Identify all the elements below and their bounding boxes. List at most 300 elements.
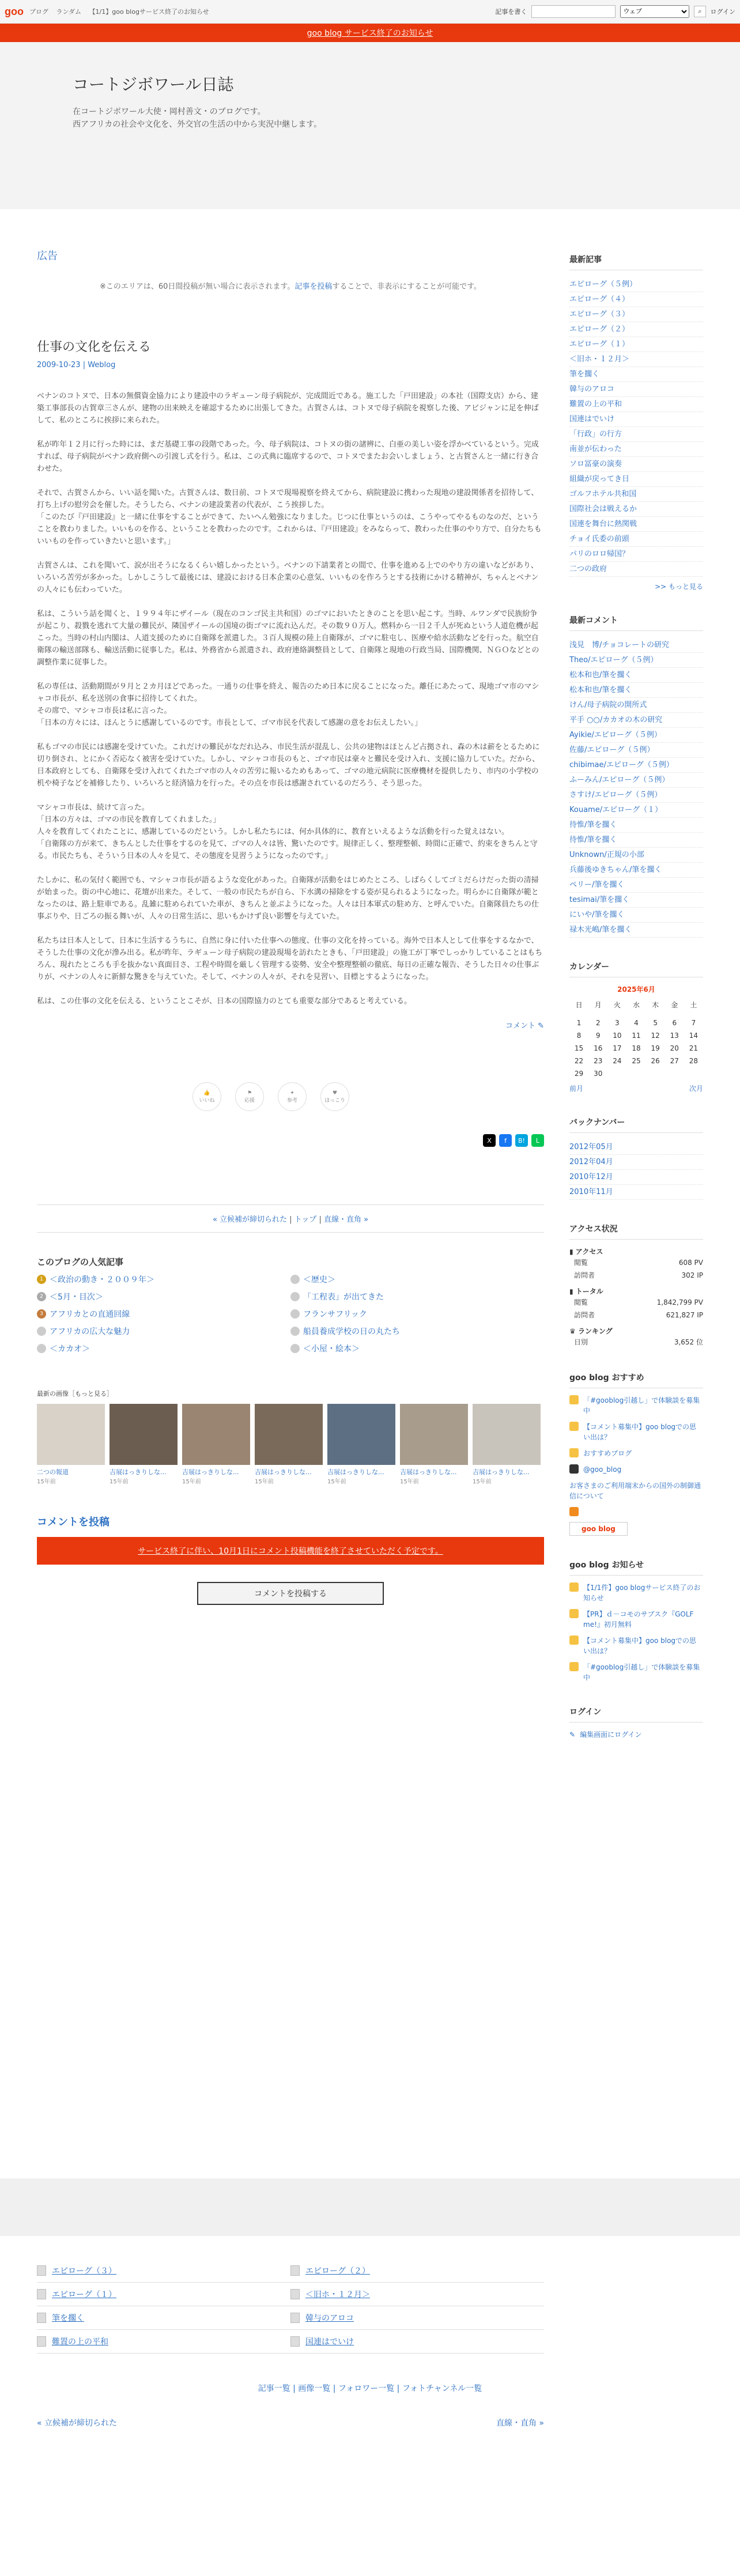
x-share-icon[interactable]: X bbox=[483, 1134, 496, 1147]
sidebar-comment-link[interactable]: Kouame/エピローグ（１） bbox=[569, 803, 703, 818]
search-input[interactable] bbox=[531, 5, 616, 18]
footer-next-link[interactable]: 直線・直角 » bbox=[496, 2419, 544, 2428]
reaction-buttons bbox=[192, 1082, 544, 1111]
calendar-day[interactable]: 25 bbox=[632, 1057, 641, 1065]
image-row bbox=[37, 1404, 544, 1485]
news-icon bbox=[569, 1636, 579, 1645]
thumbnail-image[interactable] bbox=[473, 1404, 541, 1465]
ad-label: 広告 bbox=[37, 250, 58, 262]
list-item[interactable] bbox=[290, 1274, 544, 1285]
footer-prev-link[interactable]: « 立候補が締切られた bbox=[37, 2419, 118, 2428]
sidebar-comment-link[interactable]: けん/母子病院の開所式 bbox=[569, 698, 703, 713]
calendar-day bbox=[569, 1012, 588, 1017]
popular-item-label[interactable]: ＜5月・目次＞ bbox=[50, 1293, 103, 1302]
popular-item-label[interactable]: ＜小屋・絵本＞ bbox=[303, 1344, 360, 1354]
sidebar-comment-link[interactable]: Unknown/正規の小部 bbox=[569, 848, 703, 863]
footer-post-label[interactable]: エピローグ（２） bbox=[305, 2267, 370, 2276]
image-thumb[interactable] bbox=[182, 1404, 250, 1485]
access-row bbox=[569, 1296, 703, 1309]
calendar-day bbox=[665, 1012, 684, 1017]
nav-blog[interactable]: ブログ bbox=[29, 8, 48, 16]
calendar-day[interactable]: 9 bbox=[595, 1032, 601, 1040]
footer-post-link[interactable] bbox=[290, 2306, 544, 2330]
calendar-weekday: 水 bbox=[632, 1001, 640, 1009]
calendar-day[interactable]: 23 bbox=[594, 1057, 603, 1065]
access-section-heading bbox=[569, 1286, 703, 1296]
popular-item-label[interactable]: アフリカの広大な魅力 bbox=[50, 1327, 130, 1336]
calendar-week bbox=[569, 1012, 703, 1017]
pencil-icon: ✎ bbox=[538, 1022, 544, 1030]
document-icon bbox=[37, 2265, 46, 2276]
thumbnail-image[interactable] bbox=[182, 1404, 250, 1465]
footer-post-link[interactable] bbox=[37, 2283, 290, 2306]
calendar-day[interactable]: 11 bbox=[632, 1032, 641, 1040]
sidebar-comment-link[interactable]: 浅見 博/チョコレートの研究 bbox=[569, 638, 703, 653]
sidebar-post-link[interactable]: エピローグ（３） bbox=[569, 307, 703, 322]
calendar-day[interactable]: 14 bbox=[689, 1032, 699, 1040]
calendar-day[interactable]: 30 bbox=[594, 1070, 603, 1078]
sidebar-post-link[interactable]: ＜旧ホ・１２月＞ bbox=[569, 352, 703, 367]
thumbs-up-icon: 👍 bbox=[203, 1090, 210, 1096]
ad-note bbox=[37, 280, 544, 291]
news-icon bbox=[569, 1582, 579, 1592]
ad-note-suffix: することで、非表示にすることが可能です。 bbox=[332, 282, 482, 291]
thumb-age: 15年前 bbox=[473, 1479, 492, 1485]
next-post-link[interactable]: 直線・直角 » bbox=[323, 1215, 369, 1224]
access-label: 閲覧 bbox=[574, 1298, 588, 1306]
recommend-label[interactable]: おすすめブログ bbox=[583, 1449, 632, 1457]
sidebar-comment-link[interactable]: ペリー/筆を擱く bbox=[569, 878, 703, 893]
list-item[interactable] bbox=[290, 1343, 544, 1354]
calendar-day bbox=[626, 1012, 645, 1017]
image-thumb[interactable] bbox=[400, 1404, 468, 1485]
news-label[interactable]: 「#gooblog引越し」で体験談を募集中 bbox=[583, 1663, 700, 1682]
access-title: アクセス状況 bbox=[569, 1223, 703, 1240]
popular-item-label[interactable]: 「工程表」が出てきた bbox=[303, 1293, 384, 1302]
sidebar-post-link[interactable]: エピローグ（２） bbox=[569, 322, 703, 337]
calendar-day[interactable]: 24 bbox=[613, 1057, 622, 1065]
reaction-label: 応援 bbox=[244, 1097, 255, 1104]
recent-posts-box bbox=[569, 254, 703, 591]
list-item[interactable] bbox=[569, 1636, 703, 1656]
access-value: 621,827 IP bbox=[666, 1311, 703, 1319]
document-icon bbox=[37, 2313, 46, 2323]
recent-images bbox=[37, 1389, 544, 1485]
sidebar-comment-link[interactable]: 平手 ○○/カカオの木の研究 bbox=[569, 713, 703, 728]
calendar-week bbox=[569, 1042, 703, 1055]
calendar-table bbox=[569, 998, 703, 1080]
calendar-day[interactable]: 29 bbox=[574, 1070, 584, 1078]
document-icon bbox=[290, 2336, 300, 2347]
list-item[interactable] bbox=[37, 1274, 290, 1285]
post-paragraph: たしかに、私の気付く範囲でも、マシャコ市長が語るような変化があった。自衛隊が活動をはじめたところ、しばらくしてゴミだらけだった街の清掃が始まった。街の中心地に、花壇が出来た。そして、一般の市民たちが自ら、下水溝の掃除をする姿が見られるようになった。明らかに自衛隊が範となったのは、路上駐車である。乱雑に駐められていた車が、きちんと並ぶようになった。人々は日本軍式の駐め方、と呼んでいた。自衛隊員たちの仕事ぶりや、日ごろの振る舞いが、人々の日常生活に、思いもかけず良い影響を与えていた。 bbox=[37, 876, 539, 921]
sidebar-post-link[interactable]: 国際社会は戦えるか bbox=[569, 502, 703, 517]
sidebar-post-link[interactable]: エピローグ（１） bbox=[569, 337, 703, 352]
calendar-day[interactable]: 18 bbox=[632, 1044, 641, 1052]
document-icon bbox=[290, 2313, 300, 2323]
ad-note-text: ※このエリアは、60日間投稿が無い場合に表示されます。 bbox=[99, 282, 295, 291]
recommend-label[interactable]: 【コメント募集中】goo blogでの思い出は？ bbox=[583, 1423, 697, 1441]
footer-post-label[interactable]: 国連はでいけ bbox=[305, 2337, 354, 2347]
header-tools bbox=[495, 5, 735, 18]
global-header bbox=[0, 0, 740, 24]
calendar-next-link[interactable]: 次月 bbox=[689, 1085, 703, 1093]
footer-band bbox=[0, 2178, 740, 2236]
backnumber-link[interactable]: 2012年05月 bbox=[569, 1140, 703, 1155]
login-link[interactable]: ログイン bbox=[710, 8, 735, 16]
popular-item-label[interactable]: ＜政治の動き・２００９年＞ bbox=[50, 1275, 154, 1285]
thumb-caption[interactable]: 吉展はっきりしな... bbox=[400, 1468, 457, 1476]
thumbnail-image[interactable] bbox=[110, 1404, 178, 1465]
sidebar-post-link[interactable]: 南並が伝わった bbox=[569, 442, 703, 457]
calendar-day[interactable]: 4 bbox=[634, 1019, 639, 1027]
rank-3-icon: 3 bbox=[37, 1309, 46, 1319]
sidebar-post-link[interactable]: 筆を擱く bbox=[569, 367, 703, 382]
footer-post-link[interactable] bbox=[290, 2259, 544, 2283]
sidebar-comment-link[interactable]: Ayikie/エピローグ（５例） bbox=[569, 728, 703, 743]
access-value: 302 IP bbox=[681, 1271, 703, 1279]
calendar-day[interactable]: 15 bbox=[574, 1044, 584, 1052]
popular-item-label[interactable]: ＜カカオ＞ bbox=[50, 1344, 90, 1354]
list-item[interactable] bbox=[290, 1291, 544, 1302]
sidebar-comment-link[interactable]: chibimae/エピローグ（５例） bbox=[569, 758, 703, 773]
prev-post-link[interactable]: « 立候補が締切られた bbox=[212, 1215, 288, 1224]
nav-random[interactable]: ランダム bbox=[56, 8, 82, 16]
footer-post-label[interactable]: ＜旧ホ・１２月＞ bbox=[305, 2290, 370, 2299]
post-paragraph: それで、古賀さんから、いい話を聞いた。古賀さんは、数日前、コトヌで現場視察を終えてから、病院建設に携わった現地の建設関係者を招待して、打ち上げの慰労会を催した。そうしたら、ベナンの建設業者の代表が、こう挨拶した。 「このたび『戸田建設』と一緒に仕事をすることができて、たいへん勉強になりました。じつに仕事というのは、こうやってやるものなのだ、ということを教わりました。いいものを作る、ということを教わったのです。これからは、『戸田建設』をみならって、教わった仕事のやり方で、自分たちもいいものを作っていきたいと思います。」 bbox=[37, 489, 542, 546]
footer-links[interactable]: 記事一覧 | 画像一覧 | フォロワー一覧 | フォトチャンネル一覧 bbox=[258, 2384, 482, 2393]
reaction-cheer[interactable] bbox=[235, 1082, 264, 1111]
post-paragraph: 古賀さんは、これを聞いて、涙が出そうになるくらい嬉しかったという。ベナンの下請業者との間で、仕事を進める上でのやり方の違いなどがあり、いろいろ苦労が多かった。しかしこうして最後には、建設における日本企業の心意気、いいものを作ろうとする技術にかける精神が、ちゃんとベナンの人々にも伝わっていた。 bbox=[37, 561, 539, 594]
backnumber-link[interactable]: 2012年04月 bbox=[569, 1155, 703, 1170]
list-item[interactable] bbox=[569, 1448, 703, 1459]
post-date[interactable]: 2009-10-23 bbox=[37, 361, 81, 369]
backnumber-box bbox=[569, 1116, 703, 1200]
calendar-weekday: 火 bbox=[613, 1001, 621, 1009]
post-paragraph: 私の専任は、活動期間が９月と２カ月ほどであった。一通りの仕事を終え、報告のため日本に戻ることになった。離任にあたって、現地ゴマ市のマシャコ市長が、私を送別の食事に招待してくれた。 その席で、マシャコ市長は私に言った。 「日本の方々には、ほんとうに感謝しているのです。市長として、ゴマ市民を代表して感謝の意をお伝えしたい。」 bbox=[37, 682, 539, 727]
goo-blog-banner[interactable] bbox=[569, 1522, 703, 1536]
calendar-day bbox=[646, 1067, 665, 1080]
calendar-day[interactable]: 21 bbox=[689, 1044, 699, 1052]
comment-section bbox=[37, 1514, 544, 1605]
post-body bbox=[37, 390, 544, 1007]
popular-title: このブログの人気記事 bbox=[37, 1257, 124, 1267]
rss-banner[interactable] bbox=[569, 1507, 703, 1516]
access-row bbox=[569, 1309, 703, 1321]
access-label: 閲覧 bbox=[574, 1259, 588, 1267]
list-item[interactable] bbox=[569, 1662, 703, 1683]
login-link-row[interactable] bbox=[569, 1729, 703, 1740]
sidebar-comment-link[interactable]: 佐藤/エピローグ（５例） bbox=[569, 743, 703, 758]
goo-logo[interactable]: goo bbox=[5, 5, 24, 17]
list-item[interactable] bbox=[290, 1325, 544, 1337]
hatena-share-icon[interactable]: B! bbox=[515, 1134, 528, 1147]
calendar-day[interactable]: 27 bbox=[670, 1057, 679, 1065]
sidebar-comment-link[interactable]: tesimai/筆を擱く bbox=[569, 893, 703, 908]
access-label: 訪問者 bbox=[574, 1271, 595, 1279]
backnumber-link[interactable]: 2010年12月 bbox=[569, 1170, 703, 1185]
thumbnail-image[interactable] bbox=[255, 1404, 323, 1465]
sidebar-post-link[interactable]: 国連を舞台に熱関戦 bbox=[569, 517, 703, 532]
post-title[interactable]: 仕事の文化を伝える bbox=[37, 340, 152, 354]
calendar-weekday: 金 bbox=[671, 1001, 678, 1009]
news-label[interactable]: 【PR】ｄ－コモのサブスク『GOLF me!』初月無料 bbox=[583, 1610, 694, 1629]
access-row bbox=[569, 1269, 703, 1282]
calendar-day[interactable]: 3 bbox=[615, 1019, 620, 1027]
backnumber-list bbox=[569, 1140, 703, 1200]
list-item[interactable] bbox=[290, 1308, 544, 1320]
login-title: ログイン bbox=[569, 1706, 703, 1723]
heart-icon: ♥ bbox=[332, 1090, 338, 1096]
calendar-day bbox=[626, 1067, 645, 1080]
calendar-weekday: 土 bbox=[690, 1001, 697, 1009]
top-link[interactable]: トップ bbox=[294, 1215, 317, 1224]
popular-item-label[interactable]: 船員養成学校の日の丸たち bbox=[303, 1327, 400, 1336]
sidebar-post-link[interactable]: 二つの政府 bbox=[569, 562, 703, 577]
popular-item-label[interactable]: フランサフリック bbox=[303, 1310, 367, 1319]
calendar-day[interactable]: 7 bbox=[691, 1019, 696, 1027]
recommend-box bbox=[569, 1372, 703, 1536]
calendar-weekday: 月 bbox=[594, 1001, 602, 1009]
news-label[interactable]: 【コメント募集中】goo blogでの思い出は？ bbox=[583, 1637, 697, 1655]
footer-post-link[interactable] bbox=[290, 2283, 544, 2306]
list-item[interactable] bbox=[37, 1325, 290, 1337]
calendar-day[interactable]: 6 bbox=[672, 1019, 677, 1027]
document-icon bbox=[37, 2336, 46, 2347]
sidebar-post-link[interactable]: ソロ冨豪の演奏 bbox=[569, 457, 703, 472]
rank-icon bbox=[290, 1292, 300, 1301]
news-icon bbox=[569, 1662, 579, 1671]
recent-comments-title: 最新コメント bbox=[569, 614, 703, 631]
access-value: 1,842,799 PV bbox=[656, 1298, 703, 1306]
footer-post-link[interactable] bbox=[37, 2306, 290, 2330]
thumb-caption[interactable]: 吉展はっきりしな... bbox=[182, 1468, 239, 1476]
calendar-day[interactable]: 26 bbox=[651, 1057, 660, 1065]
calendar-day[interactable]: 10 bbox=[613, 1032, 622, 1040]
list-item[interactable] bbox=[569, 1422, 703, 1442]
reaction-useful[interactable] bbox=[278, 1082, 307, 1111]
list-item[interactable] bbox=[569, 1582, 703, 1603]
rank-icon bbox=[290, 1327, 300, 1336]
calendar-week bbox=[569, 1029, 703, 1042]
recommend-label[interactable]: 「#gooblog引越し」で体験談を募集中 bbox=[583, 1396, 700, 1415]
calendar-day[interactable]: 8 bbox=[576, 1032, 582, 1040]
sidebar-post-link[interactable]: 韓与のアロコ bbox=[569, 382, 703, 397]
access-section-heading bbox=[569, 1247, 703, 1256]
recommend-title: goo blog おすすめ bbox=[569, 1372, 703, 1388]
list-item[interactable] bbox=[37, 1308, 290, 1320]
rank-icon bbox=[37, 1344, 46, 1353]
image-thumb[interactable] bbox=[473, 1404, 541, 1485]
blog-description: 在コートジボワール大使・岡村善文・のブログです。 西アフリカの社会や文化を、外交官の生活の中から実況中継します。 bbox=[73, 107, 322, 129]
footer-post-link[interactable] bbox=[290, 2330, 544, 2354]
recent-posts-list bbox=[569, 277, 703, 577]
document-icon bbox=[290, 2265, 300, 2276]
calendar-day[interactable]: 1 bbox=[576, 1019, 582, 1027]
sidebar-post-link[interactable]: チョイ氏委の前頭 bbox=[569, 532, 703, 547]
sidebar-post-link[interactable]: 難置の上の平和 bbox=[569, 397, 703, 412]
more-link[interactable]: >> もっと見る bbox=[655, 583, 703, 591]
calendar-day[interactable]: 22 bbox=[574, 1057, 584, 1065]
list-item[interactable] bbox=[569, 1480, 703, 1501]
access-heading-label: トータル bbox=[575, 1287, 603, 1295]
popular-item-label[interactable]: ＜歴史＞ bbox=[303, 1275, 335, 1285]
comment-section-title: コメントを投稿 bbox=[37, 1516, 110, 1528]
calendar-day[interactable]: 16 bbox=[594, 1044, 603, 1052]
news-box bbox=[569, 1559, 703, 1683]
access-heading-label: アクセス bbox=[575, 1248, 603, 1256]
post-category[interactable]: Weblog bbox=[88, 361, 116, 369]
reaction-like[interactable] bbox=[192, 1082, 221, 1111]
list-item[interactable] bbox=[569, 1395, 703, 1416]
sidebar-comment-link[interactable]: 待惟/筆を擱く bbox=[569, 833, 703, 848]
news-label[interactable]: 【1/1件】goo blogサービス終了のお知らせ bbox=[583, 1584, 701, 1602]
footer-post-list bbox=[37, 2259, 544, 2354]
recommend-icon bbox=[569, 1422, 579, 1431]
line-share-icon[interactable]: L bbox=[531, 1134, 544, 1147]
calendar-week bbox=[569, 1017, 703, 1029]
post-meta: 2009-10-23 | Weblog bbox=[37, 361, 116, 369]
sidebar-post-link[interactable]: エピローグ（５例） bbox=[569, 277, 703, 292]
recommend-label[interactable]: お客さまのご利用端末からの国外の制御通信について bbox=[569, 1482, 701, 1500]
sidebar-post-link[interactable]: ゴルフホテル共和国 bbox=[569, 487, 703, 502]
calendar-day bbox=[646, 1012, 665, 1017]
image-thumb[interactable] bbox=[110, 1404, 178, 1485]
sidebar-comment-link[interactable]: 松本和也/筆を擱く bbox=[569, 668, 703, 683]
thumb-caption[interactable]: 吉展はっきりしな... bbox=[110, 1468, 167, 1476]
thumb-caption[interactable]: 吉展はっきりしな... bbox=[327, 1468, 384, 1476]
recommend-label[interactable]: @goo_blog bbox=[583, 1465, 622, 1474]
list-item[interactable] bbox=[37, 1291, 290, 1302]
banner-label[interactable]: goo blog bbox=[569, 1522, 628, 1536]
sidebar-post-link[interactable]: エピローグ（４） bbox=[569, 292, 703, 307]
list-item[interactable] bbox=[569, 1609, 703, 1630]
recent-posts-title: 最新記事 bbox=[569, 254, 703, 270]
document-icon bbox=[37, 2289, 46, 2299]
access-row bbox=[569, 1336, 703, 1349]
calendar-day[interactable]: 19 bbox=[651, 1044, 660, 1052]
blog-header bbox=[0, 42, 740, 209]
recent-images-title[interactable]: 最新の画像［もっと見る］ bbox=[37, 1390, 113, 1397]
calendar-day[interactable]: 20 bbox=[670, 1044, 679, 1052]
image-thumb[interactable] bbox=[327, 1404, 395, 1485]
post-paragraph: 私は、こういう話を聞くと、１９９４年にザイール（現在のコンゴ民主共和国）のゴマにおいたときのことを思い起こす。当時、ルワンダで民族紛争が起こり、殺戮を逃れて大量の難民が、隣国ザイールの国境の街ゴマに流れ込んだ。その数９０万人。燃料から一日２千人が死ぬという人道危機が起こった。当時の村山内閣は、人道支援のために自衛隊を派遣した。３百人規模の陸上自衛隊が、ゴマに駐屯し、医療や給水活動などを行った。航空自衛隊の輸送部隊も、輸送活動に従事した。私は、外務省から派遣され、政府連絡調整員として、自衛隊と現地の行政当局、国際機関、ＮＧＯなどとの調整作業に従事した。 bbox=[37, 610, 539, 667]
popular-list bbox=[37, 1274, 544, 1354]
calendar-week bbox=[569, 1055, 703, 1067]
thumb-caption[interactable]: 吉展はっきりしな... bbox=[473, 1468, 530, 1476]
blog-title[interactable]: コートジボワール日誌 bbox=[73, 75, 234, 94]
recent-comments-box bbox=[569, 614, 703, 938]
calendar-title: カレンダー bbox=[569, 961, 703, 977]
footer-post-label[interactable]: エピローグ（３） bbox=[52, 2267, 116, 2276]
footer-post-label[interactable]: 筆を擱く bbox=[52, 2314, 84, 2323]
nav-notice[interactable]: 【1/1】goo blogサービス終了のお知らせ bbox=[89, 8, 209, 16]
post-paragraph: マシャコ市長は、続けて言った。 「日本の方々は、ゴマの市民を教育してくれました。」 人々を教育してくれたことに、感謝しているのだという。しかし私たちには、何か具体的に、教育といえるような活動を行った覚えはない。 「自衛隊の方が来て、きちんとした仕事をするのを見て、ゴマの人々は皆、驚いたのです。規律正しく、整理整頓、時間に正確で、約束をきちんと守る。市民たちも、そういう日本の人々を見て、その態度を見習うようになったのです。」 bbox=[37, 803, 538, 860]
reaction-label: ほっこり bbox=[324, 1097, 345, 1104]
list-item[interactable] bbox=[37, 1343, 290, 1354]
footer-post-label[interactable]: エピローグ（１） bbox=[52, 2290, 116, 2299]
sidebar-comment-link[interactable]: にいや/筆を擱く bbox=[569, 908, 703, 923]
rank-1-icon: 1 bbox=[37, 1275, 46, 1284]
thumb-caption[interactable]: 吉展はっきりしな... bbox=[255, 1468, 312, 1476]
sidebar-comment-link[interactable]: 待惟/筆を擱く bbox=[569, 818, 703, 833]
footer-post-link[interactable] bbox=[37, 2330, 290, 2354]
sidebar-comment-link[interactable]: さすけ/エピローグ（５例） bbox=[569, 788, 703, 803]
calendar-day[interactable]: 2 bbox=[595, 1019, 601, 1027]
search-scope-select[interactable] bbox=[620, 5, 689, 18]
popular-item-label[interactable]: アフリカとの直通回線 bbox=[50, 1310, 130, 1319]
calendar-day[interactable]: 17 bbox=[613, 1044, 622, 1052]
x-icon bbox=[569, 1464, 579, 1474]
post-article-link[interactable]: 記事を投稿 bbox=[295, 282, 333, 291]
sidebar-comment-link[interactable]: ふーみん/エピローグ（５例） bbox=[569, 773, 703, 788]
reaction-heartwarming[interactable] bbox=[320, 1082, 349, 1111]
service-end-notice[interactable]: goo blog サービス終了のお知らせ bbox=[0, 24, 740, 42]
rank-icon bbox=[37, 1327, 46, 1336]
thumbnail-image[interactable] bbox=[400, 1404, 468, 1465]
thumbnail-image[interactable] bbox=[37, 1404, 105, 1465]
thumb-caption[interactable]: 二つの報道 bbox=[37, 1468, 69, 1476]
calendar-prev-link[interactable]: 前月 bbox=[569, 1085, 584, 1093]
rank-icon bbox=[290, 1309, 300, 1319]
comment-link[interactable] bbox=[37, 1019, 544, 1030]
calendar-day[interactable]: 5 bbox=[653, 1019, 658, 1027]
image-thumb[interactable] bbox=[255, 1404, 323, 1485]
image-thumb[interactable] bbox=[37, 1404, 105, 1485]
thumb-age: 15年前 bbox=[182, 1479, 201, 1485]
share-buttons bbox=[37, 1134, 544, 1147]
access-value: 608 PV bbox=[678, 1259, 703, 1267]
sidebar-post-link[interactable]: パリのロロ帰国？ bbox=[569, 547, 703, 562]
access-heading-label: ランキング bbox=[577, 1327, 613, 1335]
sidebar-comment-link[interactable]: 禄木光嶋/筆を擱く bbox=[569, 923, 703, 938]
login-link[interactable]: 編集画面にログイン bbox=[580, 1731, 642, 1739]
chart-icon: ▮ bbox=[569, 1287, 573, 1295]
list-item[interactable] bbox=[569, 1464, 703, 1475]
access-section-heading bbox=[569, 1326, 703, 1336]
post-paragraph: 私たちは日本人として、日本に生活するうちに、自然に身に付いた仕事への態度、仕事の文化を持っている。海外で日本人として仕事をするなかで、そうした仕事の文化が滲み出る。私が昨年、ラギューン母子病院の建設現場を訪れたときも、「戸田建設」の施工が丁寧でしっかりしていることはもちろん、現れたところも手を抜かない真面目さ、工程や時間を厳しく管理する姿勢、安全や整理整頓の徹底、毎日の正確な報告、そうした日々の仕事ぶりが、ベナンの人々に新鮮な驚きを与えていた。そして、ベナンの人々が、それを見習い、目標とするようになった。 bbox=[37, 936, 543, 981]
calendar-day[interactable]: 12 bbox=[651, 1032, 660, 1040]
sidebar-comment-link[interactable]: 兵藤後ゆきちゃん/筆を擱く bbox=[569, 863, 703, 878]
sidebar bbox=[569, 254, 703, 1763]
thumbnail-image[interactable] bbox=[327, 1404, 395, 1465]
access-row bbox=[569, 1256, 703, 1269]
sidebar-post-link[interactable]: 国連はでいけ bbox=[569, 412, 703, 427]
footer-post-link[interactable] bbox=[37, 2259, 290, 2283]
thumb-age: 15年前 bbox=[327, 1479, 346, 1485]
sidebar-comment-link[interactable]: 松本和也/筆を擱く bbox=[569, 683, 703, 698]
footer-post-label[interactable]: 難置の上の平和 bbox=[52, 2337, 108, 2347]
calendar-day[interactable]: 13 bbox=[670, 1032, 679, 1040]
sidebar-comment-link[interactable]: Theo/エピローグ（５例） bbox=[569, 653, 703, 668]
calendar-day bbox=[588, 1012, 607, 1017]
calendar-day[interactable]: 28 bbox=[689, 1057, 699, 1065]
flag-icon: ⚑ bbox=[247, 1090, 252, 1096]
crown-icon: ♛ bbox=[569, 1327, 576, 1335]
search-icon[interactable]: ⌕ bbox=[694, 6, 705, 17]
sidebar-post-link[interactable]: 「行政」の行方 bbox=[569, 427, 703, 442]
footer-post-label[interactable]: 韓与のアロコ bbox=[305, 2314, 354, 2323]
write-post-link[interactable]: 記事を書く bbox=[495, 8, 527, 16]
backnumber-link[interactable]: 2010年11月 bbox=[569, 1185, 703, 1200]
comment-warning[interactable]: サービス終了に伴い、10月1日にコメント投稿機能を終了させていただく予定です。 bbox=[37, 1537, 544, 1565]
post-paragraph: ベナンのコトヌで、日本の無償資金協力により建設中のラギューン母子病院が、完成間近である。施工した「戸田建設」の本社（国際支店）から、建築工事部長の古賀章三さんが、建物の出来映えを確認するために出張してきた。古賀さんは、コトヌで母子病院を視察した後、アビジャンに足を伸ばして、私のところに挨拶に来られた。 bbox=[37, 392, 539, 425]
facebook-share-icon[interactable]: f bbox=[499, 1134, 512, 1147]
post-comment-button[interactable]: コメントを投稿する bbox=[197, 1582, 384, 1605]
comment-link-label[interactable]: コメント bbox=[505, 1022, 535, 1030]
calendar-day bbox=[607, 1067, 626, 1080]
sidebar-post-link[interactable]: 組織が戻ってき日 bbox=[569, 472, 703, 487]
